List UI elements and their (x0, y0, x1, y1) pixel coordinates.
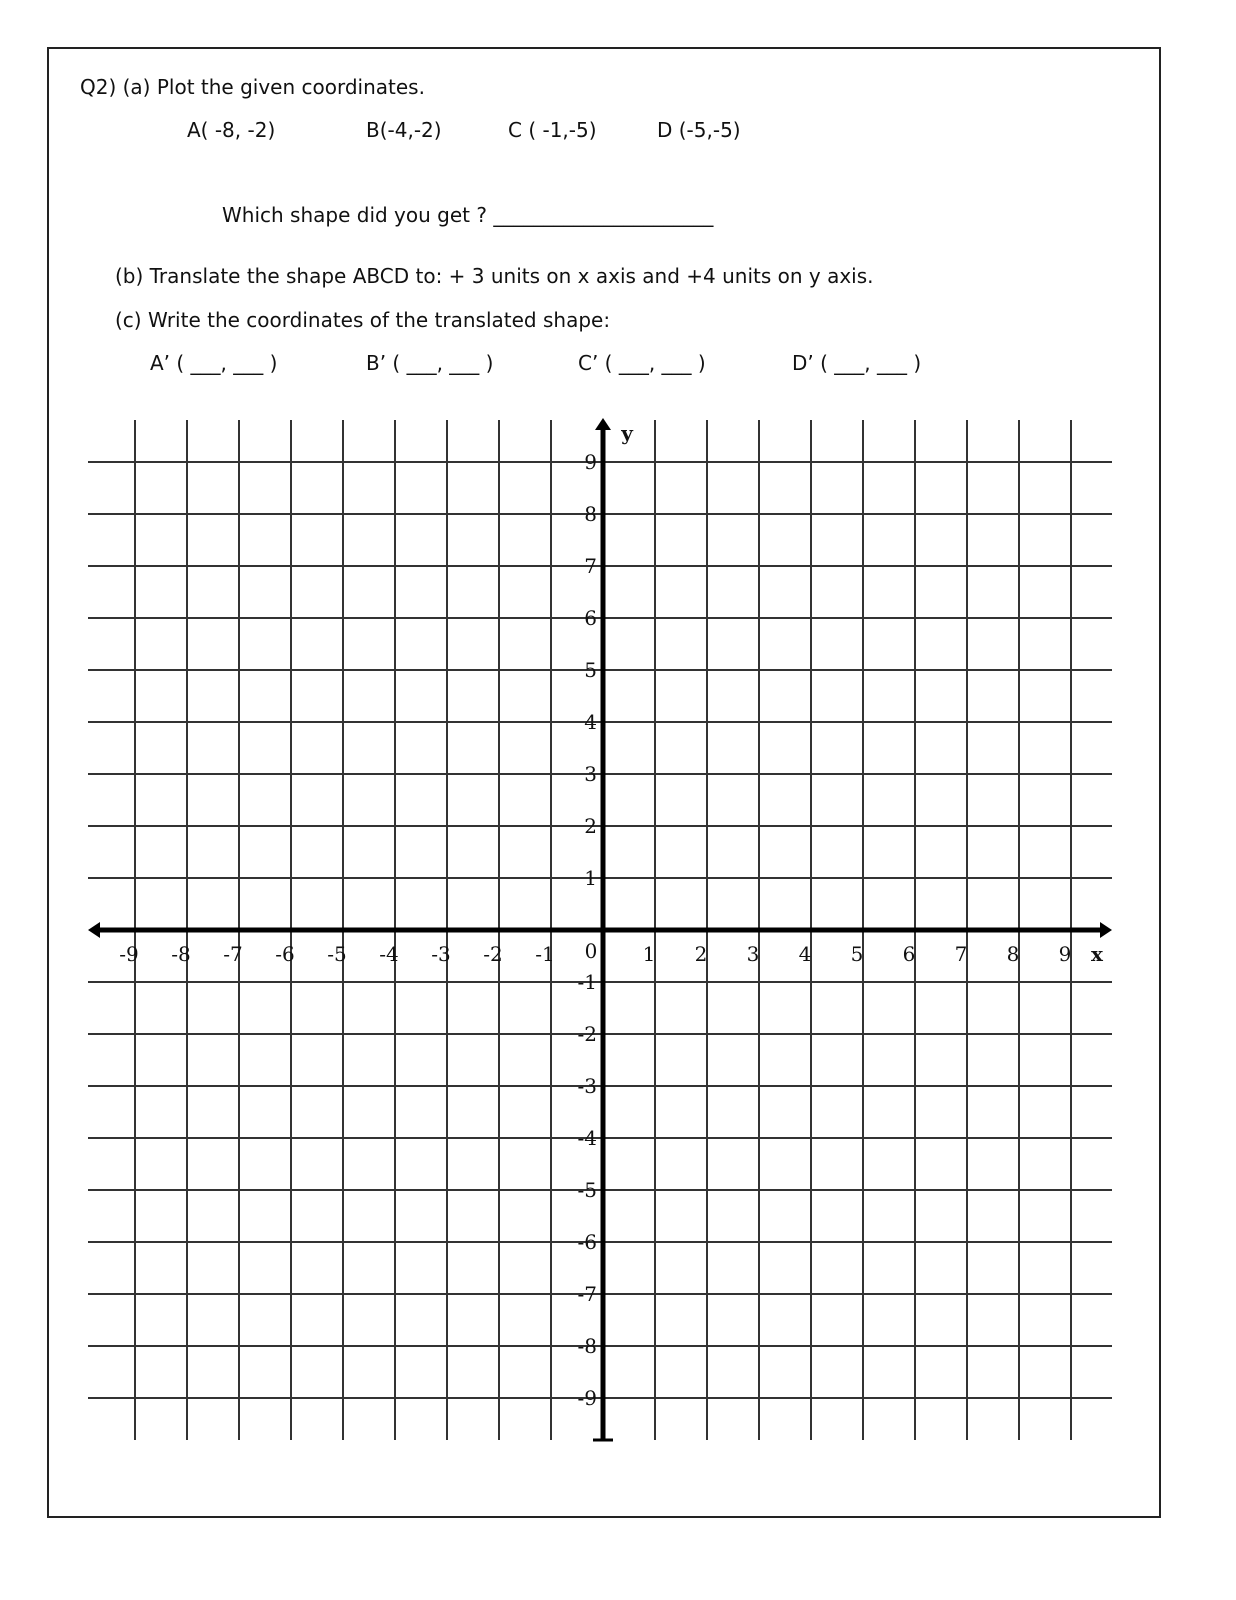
y-tick-label: 2 (584, 814, 597, 838)
y-tick-label: 8 (584, 502, 597, 526)
y-tick-label: 5 (584, 658, 597, 682)
point-c: C ( -1,-5) (508, 118, 597, 142)
y-tick-label: -9 (577, 1386, 597, 1410)
y-tick-label: -5 (577, 1178, 597, 1202)
x-tick-label: -2 (483, 942, 503, 966)
x-tick-label: 3 (746, 942, 760, 966)
x-axis-right-arrow-icon (1100, 922, 1112, 938)
shape-prompt[interactable]: Which shape did you get ? ______________________ (222, 203, 714, 227)
y-tick-label: 1 (584, 866, 597, 890)
x-tick-label: 4 (798, 942, 812, 966)
y-tick-label: 6 (584, 606, 597, 630)
answer-b-prime[interactable]: B’ ( ___, ___ ) (366, 351, 494, 375)
x-tick-label: 6 (902, 942, 916, 966)
y-tick-label: -4 (577, 1126, 597, 1150)
x-tick-label: -6 (275, 942, 295, 966)
y-tick-label: -1 (577, 970, 597, 994)
y-tick-label: 3 (584, 762, 597, 786)
question-heading: Q2) (a) Plot the given coordinates. (80, 75, 425, 99)
answer-d-prime[interactable]: D’ ( ___, ___ ) (792, 351, 922, 375)
x-axis-label: x (1091, 942, 1103, 966)
x-tick-label: -5 (327, 942, 347, 966)
x-tick-label: 1 (642, 942, 656, 966)
point-a: A( -8, -2) (187, 118, 276, 142)
x-tick-label: 2 (694, 942, 708, 966)
x-tick-label: 8 (1006, 942, 1020, 966)
x-tick-label: -3 (431, 942, 451, 966)
answer-a-prime[interactable]: A’ ( ___, ___ ) (150, 351, 278, 375)
origin-label: 0 (584, 939, 598, 963)
part-b-instruction: (b) Translate the shape ABCD to: + 3 units on x axis and +4 units on y axis. (115, 264, 874, 288)
y-tick-label: 4 (584, 710, 597, 734)
y-tick-label: -8 (577, 1334, 597, 1358)
answer-c-prime[interactable]: C’ ( ___, ___ ) (578, 351, 706, 375)
x-tick-label: -7 (223, 942, 243, 966)
x-axis-left-arrow-icon (88, 922, 100, 938)
x-tick-label: 9 (1058, 942, 1072, 966)
y-tick-label: -3 (577, 1074, 597, 1098)
x-tick-label: -9 (119, 942, 139, 966)
point-b: B(-4,-2) (366, 118, 442, 142)
x-tick-label: 7 (954, 942, 968, 966)
y-tick-label: -6 (577, 1230, 597, 1254)
y-tick-label: -7 (577, 1282, 597, 1306)
x-tick-label: -4 (379, 942, 399, 966)
y-tick-label: 7 (584, 554, 597, 578)
x-tick-label: -1 (535, 942, 555, 966)
y-axis-label: y (621, 421, 633, 445)
y-tick-label: -2 (577, 1022, 597, 1046)
x-tick-label: 5 (850, 942, 864, 966)
x-tick-label: -8 (171, 942, 191, 966)
y-axis-up-arrow-icon (595, 418, 611, 430)
y-tick-label: 9 (584, 450, 597, 474)
part-c-instruction: (c) Write the coordinates of the translated shape: (115, 308, 611, 332)
point-d: D (-5,-5) (657, 118, 741, 142)
